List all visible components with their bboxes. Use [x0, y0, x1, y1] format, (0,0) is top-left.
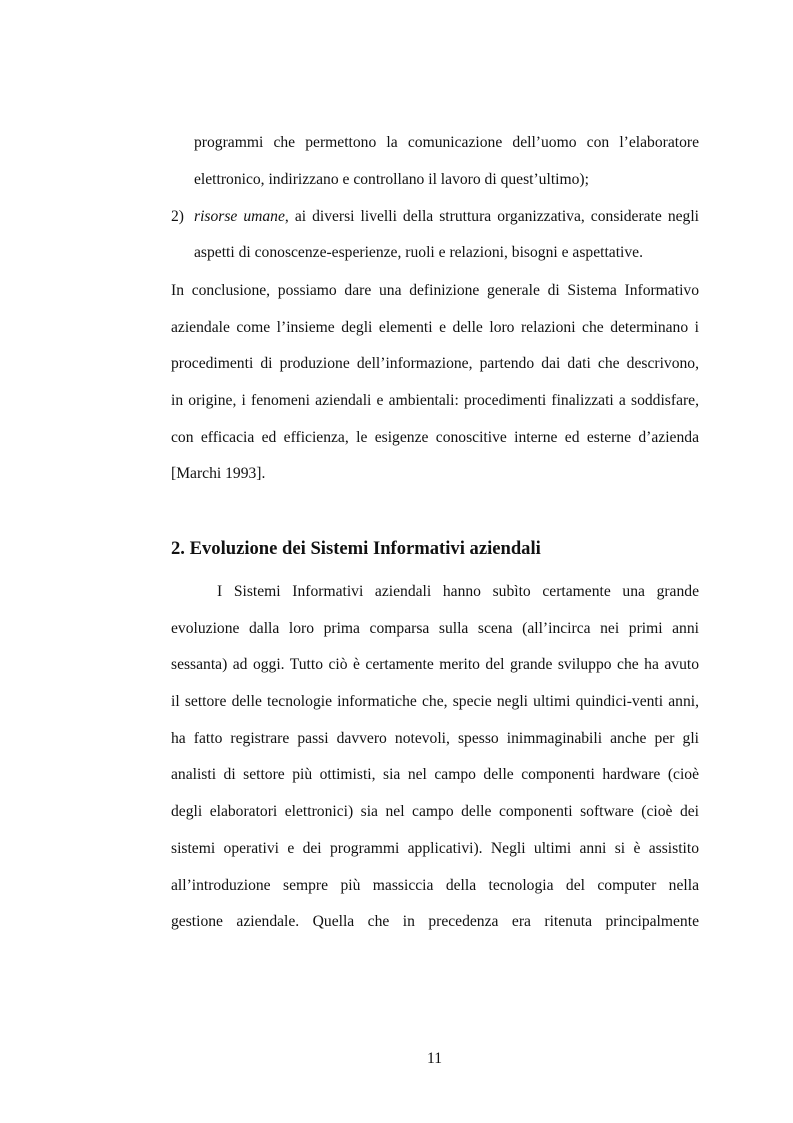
- evolution-line: I Sistemi Informativi aziendali hanno subìto certamente una grande: [217, 583, 699, 600]
- list-item-term: risorse umane: [194, 208, 285, 225]
- evolution-line: degli elaboratori elettronici) sia nel campo delle componenti software (cioè dei: [171, 803, 699, 820]
- conclusion-line: in origine, i fenomeni aziendali e ambientali: procedimenti finalizzati a soddisfare,: [171, 392, 699, 409]
- evolution-line: evoluzione dalla loro prima comparsa sulla scena (all’incirca nei primi anni: [171, 620, 699, 637]
- list-item-number: 2): [171, 208, 184, 225]
- list-item-2-line-2: aspetti di conoscenze-esperienze, ruoli e relazioni, bisogni e aspettative.: [194, 244, 644, 261]
- conclusion-line: procedimenti di produzione dell’informazione, partendo dai dati che descrivono,: [171, 355, 699, 372]
- list-item-2-text: , ai diversi livelli della struttura organizzativa, considerate negli: [284, 208, 699, 225]
- evolution-line: sessanta) ad oggi. Tutto ciò è certamente merito del grande sviluppo che ha avuto: [171, 656, 699, 673]
- conclusion-line: aziendale come l’insieme degli elementi e delle loro relazioni che determinano i: [171, 319, 699, 336]
- section-heading: 2. Evoluzione dei Sistemi Informativi aziendali: [171, 538, 541, 559]
- conclusion-line: In conclusione, possiamo dare una definizione generale di Sistema Informativo: [171, 282, 699, 299]
- conclusion-line: con efficacia ed efficienza, le esigenze conoscitive interne ed esterne d’azienda: [171, 429, 699, 446]
- evolution-line: il settore delle tecnologie informatiche che, specie negli ultimi quindici-venti anni,: [171, 693, 699, 710]
- evolution-line: ha fatto registrare passi davvero notevoli, spesso inimmaginabili anche per gli: [171, 730, 699, 747]
- page-number: 11: [426, 1050, 442, 1067]
- evolution-line: sistemi operativi e dei programmi applicativi). Negli ultimi anni si è assistito: [171, 840, 699, 857]
- evolution-line: all’introduzione sempre più massiccia della tecnologia del computer nella: [171, 877, 699, 894]
- evolution-line: gestione aziendale. Quella che in precedenza era ritenuta principalmente: [171, 913, 699, 930]
- conclusion-line: [Marchi 1993].: [171, 465, 266, 482]
- evolution-line: analisti di settore più ottimisti, sia nel campo delle componenti hardware (cioè: [171, 766, 699, 783]
- list-item-2-line-1: [194, 207, 699, 227]
- list-continuation-line-1: programmi che permettono la comunicazione dell’uomo con l’elaboratore: [194, 134, 699, 151]
- list-continuation-line-2: elettronico, indirizzano e controllano il lavoro di quest’ultimo);: [194, 171, 589, 188]
